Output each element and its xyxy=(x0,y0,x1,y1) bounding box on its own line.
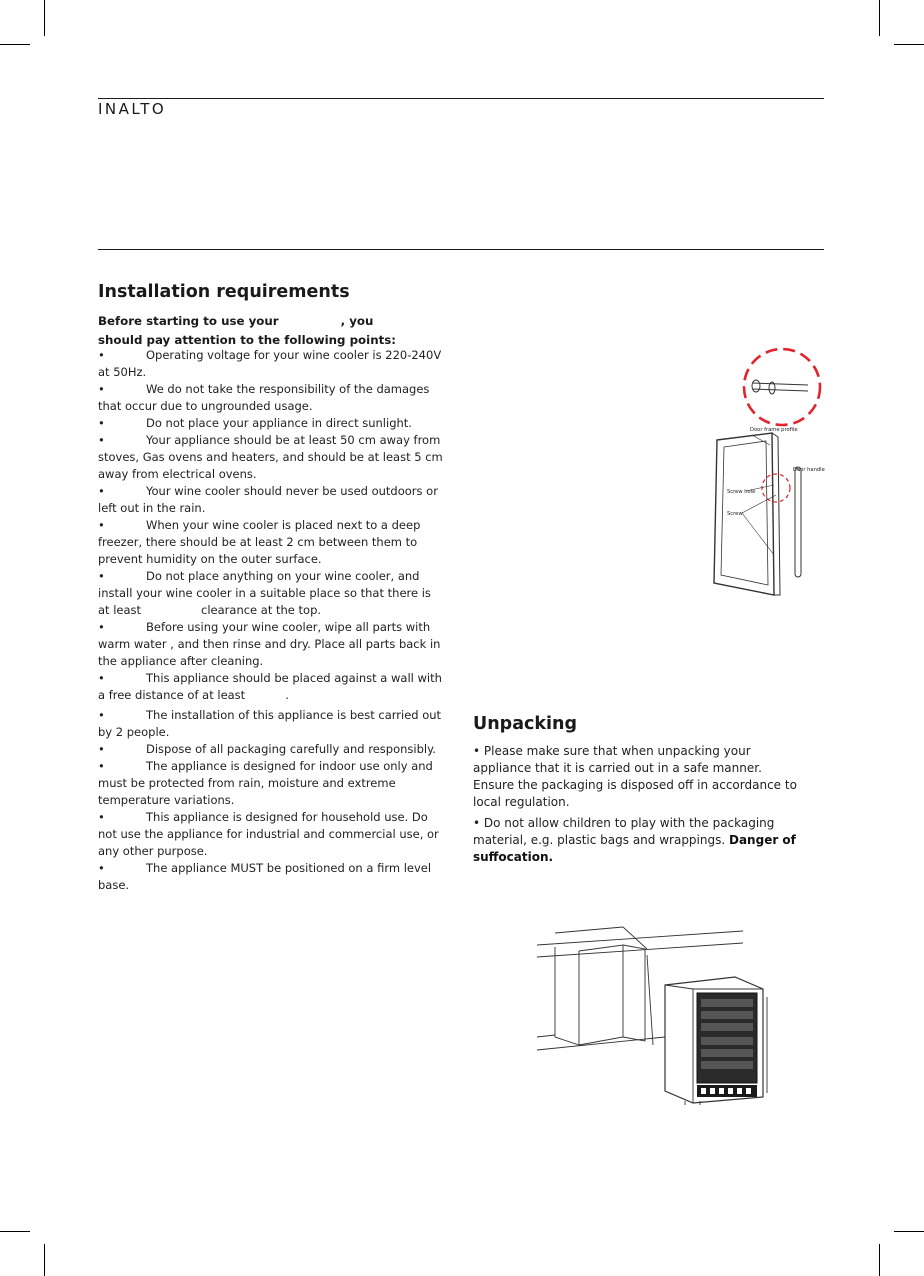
list-item: • This appliance should be placed against a wall with a free distance of at least . xyxy=(98,671,442,702)
list-item: • When your wine cooler is placed next to a deep freezer, there should be at least 2 cm between them to prevent humidity on the outer surface. xyxy=(98,518,421,566)
list-item: • Dispose of all packaging carefully and responsibly. xyxy=(98,742,436,756)
header-rule-bottom xyxy=(98,249,824,250)
crop-mark xyxy=(894,44,924,45)
label-door-frame: Door frame profile xyxy=(750,427,798,433)
installation-diagram xyxy=(535,925,775,1105)
list-item: • We do not take the responsibility of the damages that occur due to ungrounded usage. xyxy=(98,382,430,413)
crop-mark xyxy=(44,0,45,36)
label-screw: Screw xyxy=(727,511,743,517)
crop-mark xyxy=(0,44,30,45)
door-handle xyxy=(795,467,801,577)
installation-intro xyxy=(98,312,418,350)
installation-title: Installation requirements xyxy=(98,282,350,302)
intro-part-b: , you xyxy=(340,314,374,328)
list-item: • This appliance is designed for household use. Do not use the appliance for industrial and commercial use, or any other purpose. xyxy=(98,810,439,858)
crop-mark xyxy=(879,1244,880,1276)
crop-mark xyxy=(0,1231,30,1232)
door-frame xyxy=(714,433,780,595)
crop-mark xyxy=(894,1231,924,1232)
list-item: • Before using your wine cooler, wipe all parts with warm water , and then rinse and dry. Place all parts back in the appliance after cleaning. xyxy=(98,620,441,668)
crop-mark xyxy=(879,0,880,36)
list-item: • Operating voltage for your wine cooler is 220-240V at 50Hz. xyxy=(98,348,442,379)
screw-icon xyxy=(752,380,808,394)
requirements-list-1 xyxy=(98,347,443,704)
intro-part-c: should pay attention to the following points: xyxy=(98,333,396,347)
danger-warning: Danger of suffocation. xyxy=(473,833,796,864)
unpacking-paragraph-1: • Please make sure that when unpacking your appliance that it is carried out in a safe manner. Ensure the packaging is disposed off in accordance to local regulation. xyxy=(473,744,797,809)
unpacking-title: Unpacking xyxy=(473,714,578,734)
intro-part-a: Before starting to use your xyxy=(98,314,279,328)
header-rule-top xyxy=(98,98,824,99)
list-item: • Do not place anything on your wine cooler, and install your wine cooler in a suitable place so that there is at least clearance at the top. xyxy=(98,569,431,617)
door-handle-figure xyxy=(690,345,840,605)
crop-mark xyxy=(44,1244,45,1276)
callout-circle xyxy=(744,349,820,425)
list-item: • Do not place your appliance in direct sunlight. xyxy=(98,416,412,430)
unpacking-paragraph-2: • Do not allow children to play with the packaging material, e.g. plastic bags and wrappings. Danger of suffocation. xyxy=(473,816,796,864)
brand-logo: INALTO xyxy=(98,100,167,118)
label-screw-hole: Screw hole xyxy=(727,489,756,495)
list-item: • The appliance is designed for indoor use only and must be protected from rain, moisture and extreme temperature variations. xyxy=(98,759,433,807)
list-item: • Your wine cooler should never be used outdoors or left out in the rain. xyxy=(98,484,438,515)
requirements-list-2 xyxy=(98,707,443,894)
list-item: • Your appliance should be at least 50 cm away from stoves, Gas ovens and heaters, and should be at least 5 cm away from electrical ovens. xyxy=(98,433,443,481)
label-door-handle: Door handle xyxy=(793,467,825,473)
list-item: • The appliance MUST be positioned on a firm level base. xyxy=(98,861,432,892)
list-item: • The installation of this appliance is best carried out by 2 people. xyxy=(98,708,442,739)
